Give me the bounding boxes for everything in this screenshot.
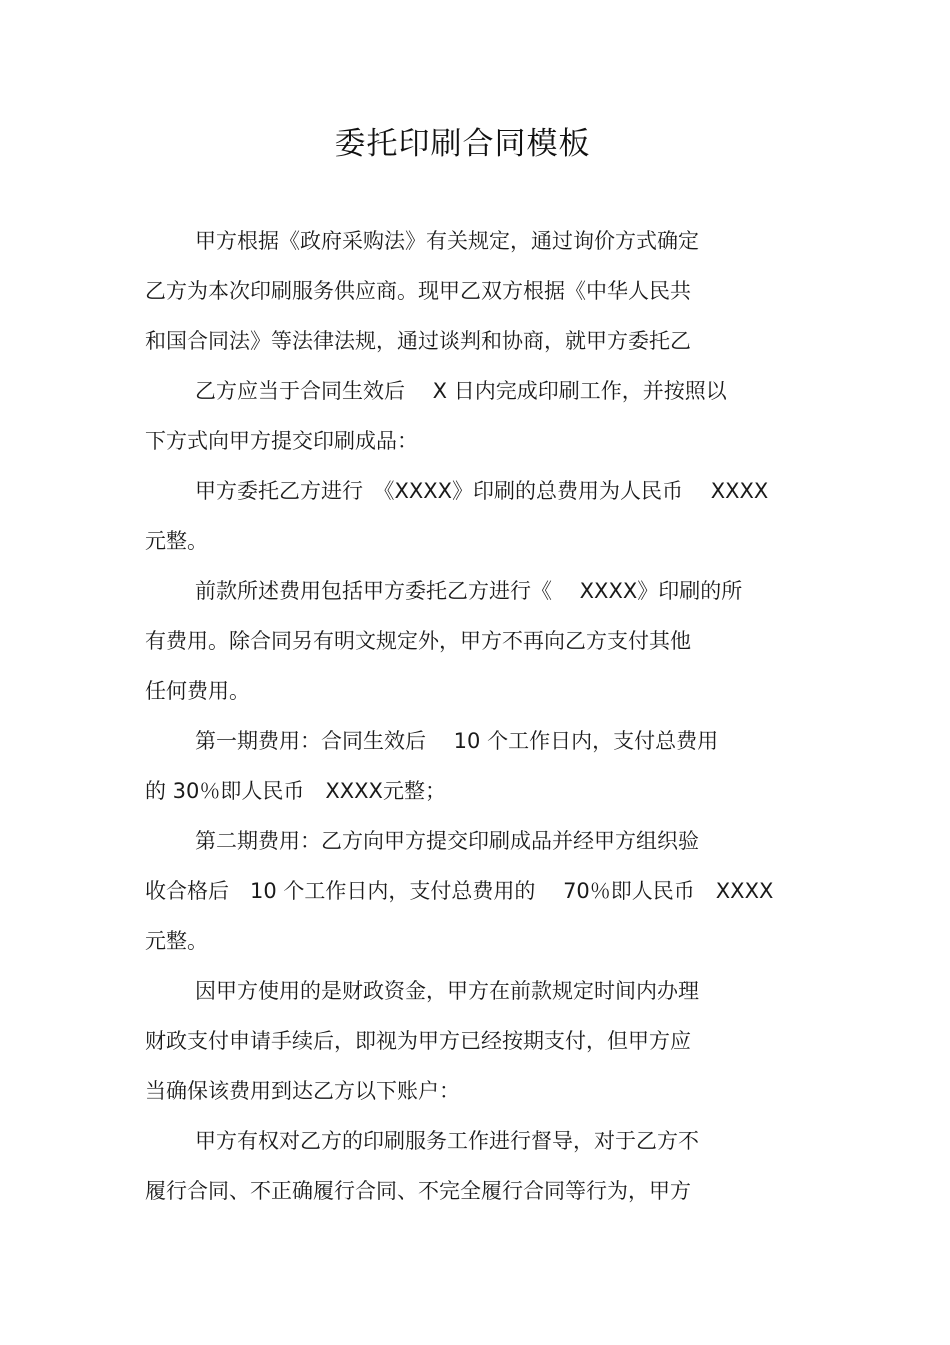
text-line: 甲方根据《政府采购法》有关规定，通过询价方式确定 bbox=[195, 229, 699, 253]
text-line: 任何费用。 bbox=[145, 679, 250, 703]
text-line: 下方式向甲方提交印刷成品： bbox=[145, 429, 418, 453]
text-line: 第二期费用：乙方向甲方提交印刷成品并经甲方组织验 bbox=[195, 829, 699, 853]
text-line: 的 30％即人民币 XXXX元整； bbox=[145, 779, 446, 803]
text-line: 收合格后 10 个工作日内，支付总费用的 70％即人民币 XXXX bbox=[145, 879, 774, 903]
text-line: 前款所述费用包括甲方委托乙方进行《 XXXX》印刷的所 bbox=[195, 579, 743, 603]
text-line: 甲方委托乙方进行 《XXXX》印刷的总费用为人民币 XXXX bbox=[195, 479, 769, 503]
text-line: 财政支付申请手续后，即视为甲方已经按期支付，但甲方应 bbox=[145, 1029, 691, 1053]
document-title: 委托印刷合同模板 bbox=[334, 126, 591, 162]
text-line: 乙方为本次印刷服务供应商。现甲乙双方根据《中华人民共 bbox=[145, 279, 691, 303]
text-line: 元整。 bbox=[145, 529, 208, 553]
text-line: 第一期费用：合同生效后 10 个工作日内，支付总费用 bbox=[195, 729, 719, 753]
text-line: 当确保该费用到达乙方以下账户： bbox=[145, 1079, 460, 1103]
text-line: 和国合同法》等法律法规，通过谈判和协商，就甲方委托乙 bbox=[145, 329, 691, 353]
text-line: 因甲方使用的是财政资金，甲方在前款规定时间内办理 bbox=[195, 979, 699, 1003]
text-line: 甲方有权对乙方的印刷服务工作进行督导，对于乙方不 bbox=[195, 1129, 699, 1153]
text-line: 乙方应当于合同生效后 X 日内完成印刷工作，并按照以 bbox=[195, 379, 727, 403]
text-line: 有费用。除合同另有明文规定外，甲方不再向乙方支付其他 bbox=[145, 629, 691, 653]
text-line: 元整。 bbox=[145, 929, 208, 953]
text-line: 履行合同、不正确履行合同、不完全履行合同等行为，甲方 bbox=[145, 1179, 691, 1203]
